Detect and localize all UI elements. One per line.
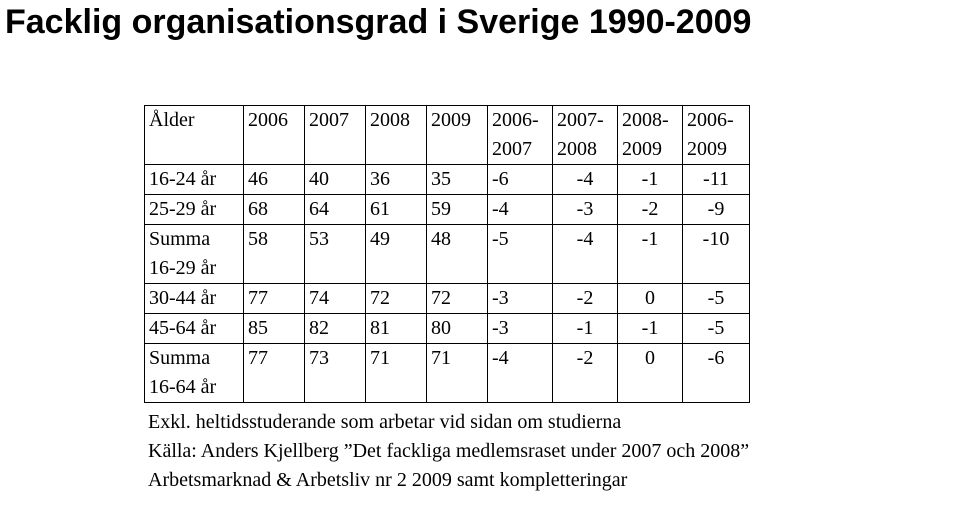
- table-cell: -1: [618, 165, 683, 195]
- table-cell: -10: [683, 225, 750, 284]
- table-cell: -2: [553, 344, 618, 403]
- source-note: Källa: Anders Kjellberg ”Det fackliga medlemsraset under 2007 och 2008” Arbetsmarknad & Arbetsliv nr 2 2009 samt kompletteringar: [148, 440, 750, 491]
- table-cell: 48: [427, 225, 488, 284]
- table-cell: -4: [488, 195, 553, 225]
- table-cell: 58: [244, 225, 305, 284]
- table-cell: 71: [366, 344, 427, 403]
- table-cell: 72: [427, 284, 488, 314]
- table-cell: -4: [488, 344, 553, 403]
- table-cell: 80: [427, 314, 488, 344]
- table-cell: 72: [366, 284, 427, 314]
- table-cell: -2: [618, 195, 683, 225]
- table-row: [145, 195, 750, 225]
- table-cell: 82: [305, 314, 366, 344]
- table-cell: 71: [427, 344, 488, 403]
- membership-table: [144, 105, 750, 403]
- row-label: 25-29 år: [145, 195, 244, 225]
- row-label: Summa 16-29 år: [145, 225, 244, 284]
- table-cell: -9: [683, 195, 750, 225]
- table-cell: 73: [305, 344, 366, 403]
- exclusion-note: Exkl. heltidsstuderande som arbetar vid sidan om studierna: [148, 411, 622, 433]
- table-cell: -11: [683, 165, 750, 195]
- table-cell: 81: [366, 314, 427, 344]
- table-cell: -1: [618, 314, 683, 344]
- row-label: Summa 16-64 år: [145, 344, 244, 403]
- table-cell: -5: [488, 225, 553, 284]
- table-row: [145, 344, 750, 403]
- table-cell: 46: [244, 165, 305, 195]
- table-cell: -2: [553, 284, 618, 314]
- table-cell: -4: [553, 165, 618, 195]
- header-cell: 2008: [366, 106, 427, 165]
- table-cell: -3: [488, 314, 553, 344]
- table-cell: 35: [427, 165, 488, 195]
- table-cell: 53: [305, 225, 366, 284]
- table-header-row: [145, 106, 750, 165]
- table-cell: -5: [683, 314, 750, 344]
- table-cell: -6: [488, 165, 553, 195]
- header-cell: 2007-2008: [553, 106, 618, 165]
- table-cell: 59: [427, 195, 488, 225]
- table-cell: -6: [683, 344, 750, 403]
- header-cell: 2006-2009: [683, 106, 750, 165]
- table-cell: -5: [683, 284, 750, 314]
- row-label: 45-64 år: [145, 314, 244, 344]
- table-cell: -1: [618, 225, 683, 284]
- row-label: 16-24 år: [145, 165, 244, 195]
- header-cell: 2008-2009: [618, 106, 683, 165]
- table-cell: -3: [553, 195, 618, 225]
- table-cell: 49: [366, 225, 427, 284]
- table-cell: 0: [618, 344, 683, 403]
- table-cell: 77: [244, 284, 305, 314]
- table-cell: 36: [366, 165, 427, 195]
- header-cell: 2006: [244, 106, 305, 165]
- table-cell: 61: [366, 195, 427, 225]
- table-cell: -4: [553, 225, 618, 284]
- header-cell: 2007: [305, 106, 366, 165]
- table-row: [145, 314, 750, 344]
- table-cell: 0: [618, 284, 683, 314]
- table-cell: 64: [305, 195, 366, 225]
- header-cell: Ålder: [145, 106, 244, 165]
- table-row: [145, 225, 750, 284]
- table-row: [145, 165, 750, 195]
- table-cell: -3: [488, 284, 553, 314]
- table-row: [145, 284, 750, 314]
- header-cell: 2006-2007: [488, 106, 553, 165]
- table-notes: [148, 408, 808, 495]
- table-cell: 74: [305, 284, 366, 314]
- table-cell: 77: [244, 344, 305, 403]
- page-title: Facklig organisationsgrad i Sverige 1990-2009: [5, 3, 752, 41]
- table-cell: 40: [305, 165, 366, 195]
- row-label: 30-44 år: [145, 284, 244, 314]
- header-cell: 2009: [427, 106, 488, 165]
- table-cell: -1: [553, 314, 618, 344]
- table-cell: 68: [244, 195, 305, 225]
- table-cell: 85: [244, 314, 305, 344]
